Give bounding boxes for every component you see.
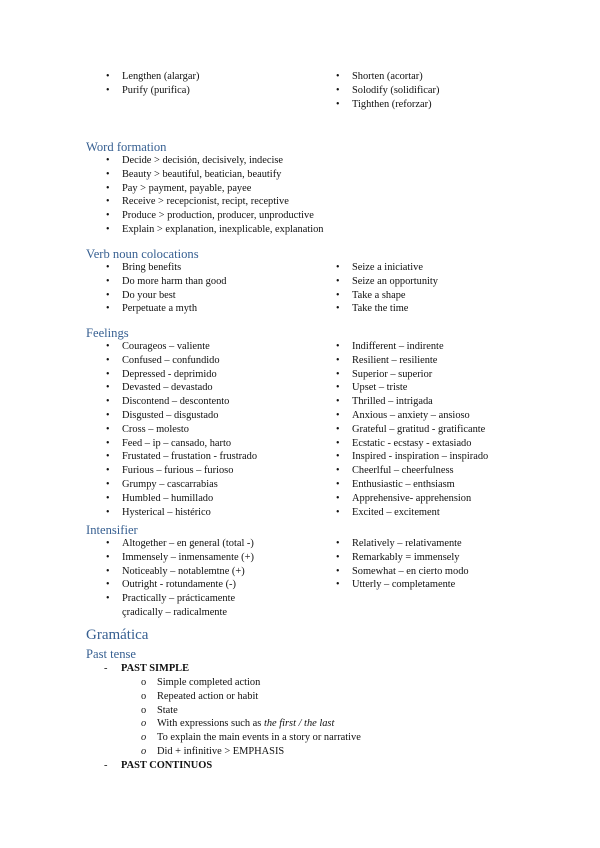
list-item: Frustated – frustation - frustrado [122,451,258,463]
bullet-icon: • [106,354,110,366]
list-item: Repeated action or habit [157,690,259,702]
list-item: Devasted – devastado [122,382,213,394]
list-item: Cross – molesto [122,423,189,435]
list-item: Discontend – descontento [122,396,230,408]
list-item: Feed – ip – cansado, harto [122,437,232,449]
list-item: Apprehensive- apprehension [352,492,472,504]
bullet-icon: • [106,155,110,166]
list-item: Practically – prácticamente [122,593,236,605]
bullet-icon: • [336,579,340,591]
list-item: Did + infinitive > EMPHASIS [157,746,285,757]
bullet-icon: • [336,354,340,366]
list-item: Grumpy – cascarrabias [122,479,218,490]
list-item: Explain > explanation, inexplicable, explanation [122,224,324,235]
list-item: Utterly – completamente [352,579,456,591]
bullet-icon: • [336,275,340,287]
list-item: Resilient – resiliente [352,354,438,366]
list-item: Shorten (acortar) [352,71,423,82]
bullet-icon: • [106,84,110,96]
bullet-icon: • [336,423,340,435]
bullet-icon: • [106,492,110,504]
list-item: Altogether – en general (total -) [122,538,254,549]
list-item: Depressed - deprimido [122,368,217,380]
bullet-icon: • [106,451,110,463]
list-item: Relatively – relativamente [352,538,462,549]
list-item: Immensely – inmensamente (+) [122,551,254,563]
bullet-icon: • [106,565,110,577]
bullet-icon: • [336,382,340,394]
list-item: Thrilled – intrigada [352,396,433,408]
bullet-icon: • [336,538,340,549]
bullet-icon: • [336,410,340,421]
list-item: To explain the main events in a story or narrative [157,732,361,744]
list-item: Seize an opportunity [352,275,438,287]
list-item: Humbled – humillado [122,492,214,504]
bullet-icon: • [106,423,110,435]
bullet-icon: • [106,303,110,315]
section-heading-verb-noun: Verb noun colocations [86,247,199,261]
bullet-icon: • [106,182,110,194]
bullet-icon: • [106,71,110,82]
list-item: Receive > recepcionist, recipt, receptive [122,196,289,208]
list-item: Solodify (solidificar) [352,84,440,96]
bullet-icon: • [336,437,340,449]
bullet-icon: • [336,368,340,380]
list-item: Superior – superior [352,368,433,380]
sub-bullet-icon: o [141,690,147,702]
list-item: Beauty > beautiful, beatician, beautify [122,168,282,180]
list-item: Noticeably – notablemtne (+) [122,565,245,577]
section-heading-word-formation: Word formation [86,140,167,154]
list-item: Outright - rotundamente (-) [122,579,236,591]
bullet-icon: • [336,551,340,563]
section-heading-feelings: Feelings [86,326,129,340]
bullet-icon: • [336,396,340,408]
list-item: Bring benefits [122,262,182,273]
list-item: Purify (purifica) [122,84,190,96]
bullet-icon: • [106,437,110,449]
dash-marker: - [104,663,108,674]
bullet-icon: • [336,262,340,273]
bullet-icon: • [336,492,340,504]
list-item: Disgusted – disgustado [122,410,219,421]
list-item: Furious – furious – furioso [122,465,234,477]
bullet-icon: • [336,565,340,577]
bullet-icon: • [336,506,340,518]
list-item: Confused – confundido [122,354,220,366]
bullet-icon: • [106,396,110,408]
section-heading-intensifier: Intensifier [86,523,138,537]
sub-bullet-icon: o [141,704,147,716]
list-item: Tighthen (reforzar) [352,98,432,110]
bullet-icon: • [106,289,110,301]
list-item-continuation: çradically – radicalmente [122,607,228,618]
sub-bullet-icon: o [141,718,147,730]
bullet-icon: • [106,368,110,380]
bullet-icon: • [106,196,110,208]
bullet-icon: • [336,84,340,96]
list-item-emphasis: the first / the last [263,718,335,730]
list-item: Enthusiastic – enthsiasm [352,479,455,490]
list-item: Do your best [122,289,176,301]
list-item: Simple completed action [157,677,261,688]
list-item: Hysterical – histérico [122,506,211,518]
list-item: Inspired - inspiration – inspirado [352,451,489,463]
sub-bullet-icon: o [141,677,147,688]
list-item: Cheerlful – cheerfulness [352,465,454,477]
list-item: Produce > production, producer, unproductive [122,210,314,222]
past-simple-label: PAST SIMPLE [121,663,190,674]
list-item-text: With expressions such as [157,718,264,730]
list-item: Lengthen (alargar) [122,71,200,82]
list-item: Ecstatic - ecstasy - extasiado [352,437,472,449]
bullet-icon: • [336,465,340,477]
list-item: Upset – triste [352,382,408,394]
bullet-icon: • [336,71,340,82]
bullet-icon: • [106,262,110,273]
list-item: Somewhat – en cierto modo [352,565,469,577]
list-item: Decide > decisión, decisively, indecise [122,155,283,166]
list-item: Do more harm than good [122,275,227,287]
dash-marker: - [104,760,108,771]
bullet-icon: • [106,551,110,563]
bullet-icon: • [106,465,110,477]
list-item: Seize a iniciative [352,262,423,273]
section-heading-past-tense: Past tense [86,647,137,661]
bullet-icon: • [336,341,340,352]
bullet-icon: • [106,410,110,421]
list-item: Take a shape [352,289,406,301]
list-item: Take the time [352,303,409,315]
sub-bullet-icon: o [141,746,147,757]
bullet-icon: • [336,98,340,110]
bullet-icon: • [106,275,110,287]
section-title-gramatica: Gramática [86,627,149,643]
bullet-icon: • [336,451,340,463]
list-item: Excited – excitement [352,506,440,518]
bullet-icon: • [336,289,340,301]
list-item: State [157,704,178,716]
past-continuos-label: PAST CONTINUOS [121,760,213,771]
list-item: Grateful – gratitud - gratificante [352,423,486,435]
list-item: Pay > payment, payable, payee [122,182,252,194]
bullet-icon: • [106,479,110,490]
bullet-icon: • [106,579,110,591]
bullet-icon: • [106,341,110,352]
sub-bullet-icon: o [141,732,147,744]
bullet-icon: • [106,168,110,180]
list-item: Remarkably = immensely [352,551,460,563]
bullet-icon: • [336,303,340,315]
list-item: Courageos – valiente [122,341,210,352]
bullet-icon: • [336,479,340,490]
bullet-icon: • [106,593,110,605]
list-item [157,717,334,731]
bullet-icon: • [106,210,110,222]
bullet-icon: • [106,538,110,549]
list-item: Perpetuate a myth [122,303,198,315]
bullet-icon: • [106,224,110,235]
bullet-icon: • [106,506,110,518]
list-item: Indifferent – indirente [352,341,444,352]
bullet-icon: • [106,382,110,394]
list-item: Anxious – anxiety – ansioso [352,410,470,421]
